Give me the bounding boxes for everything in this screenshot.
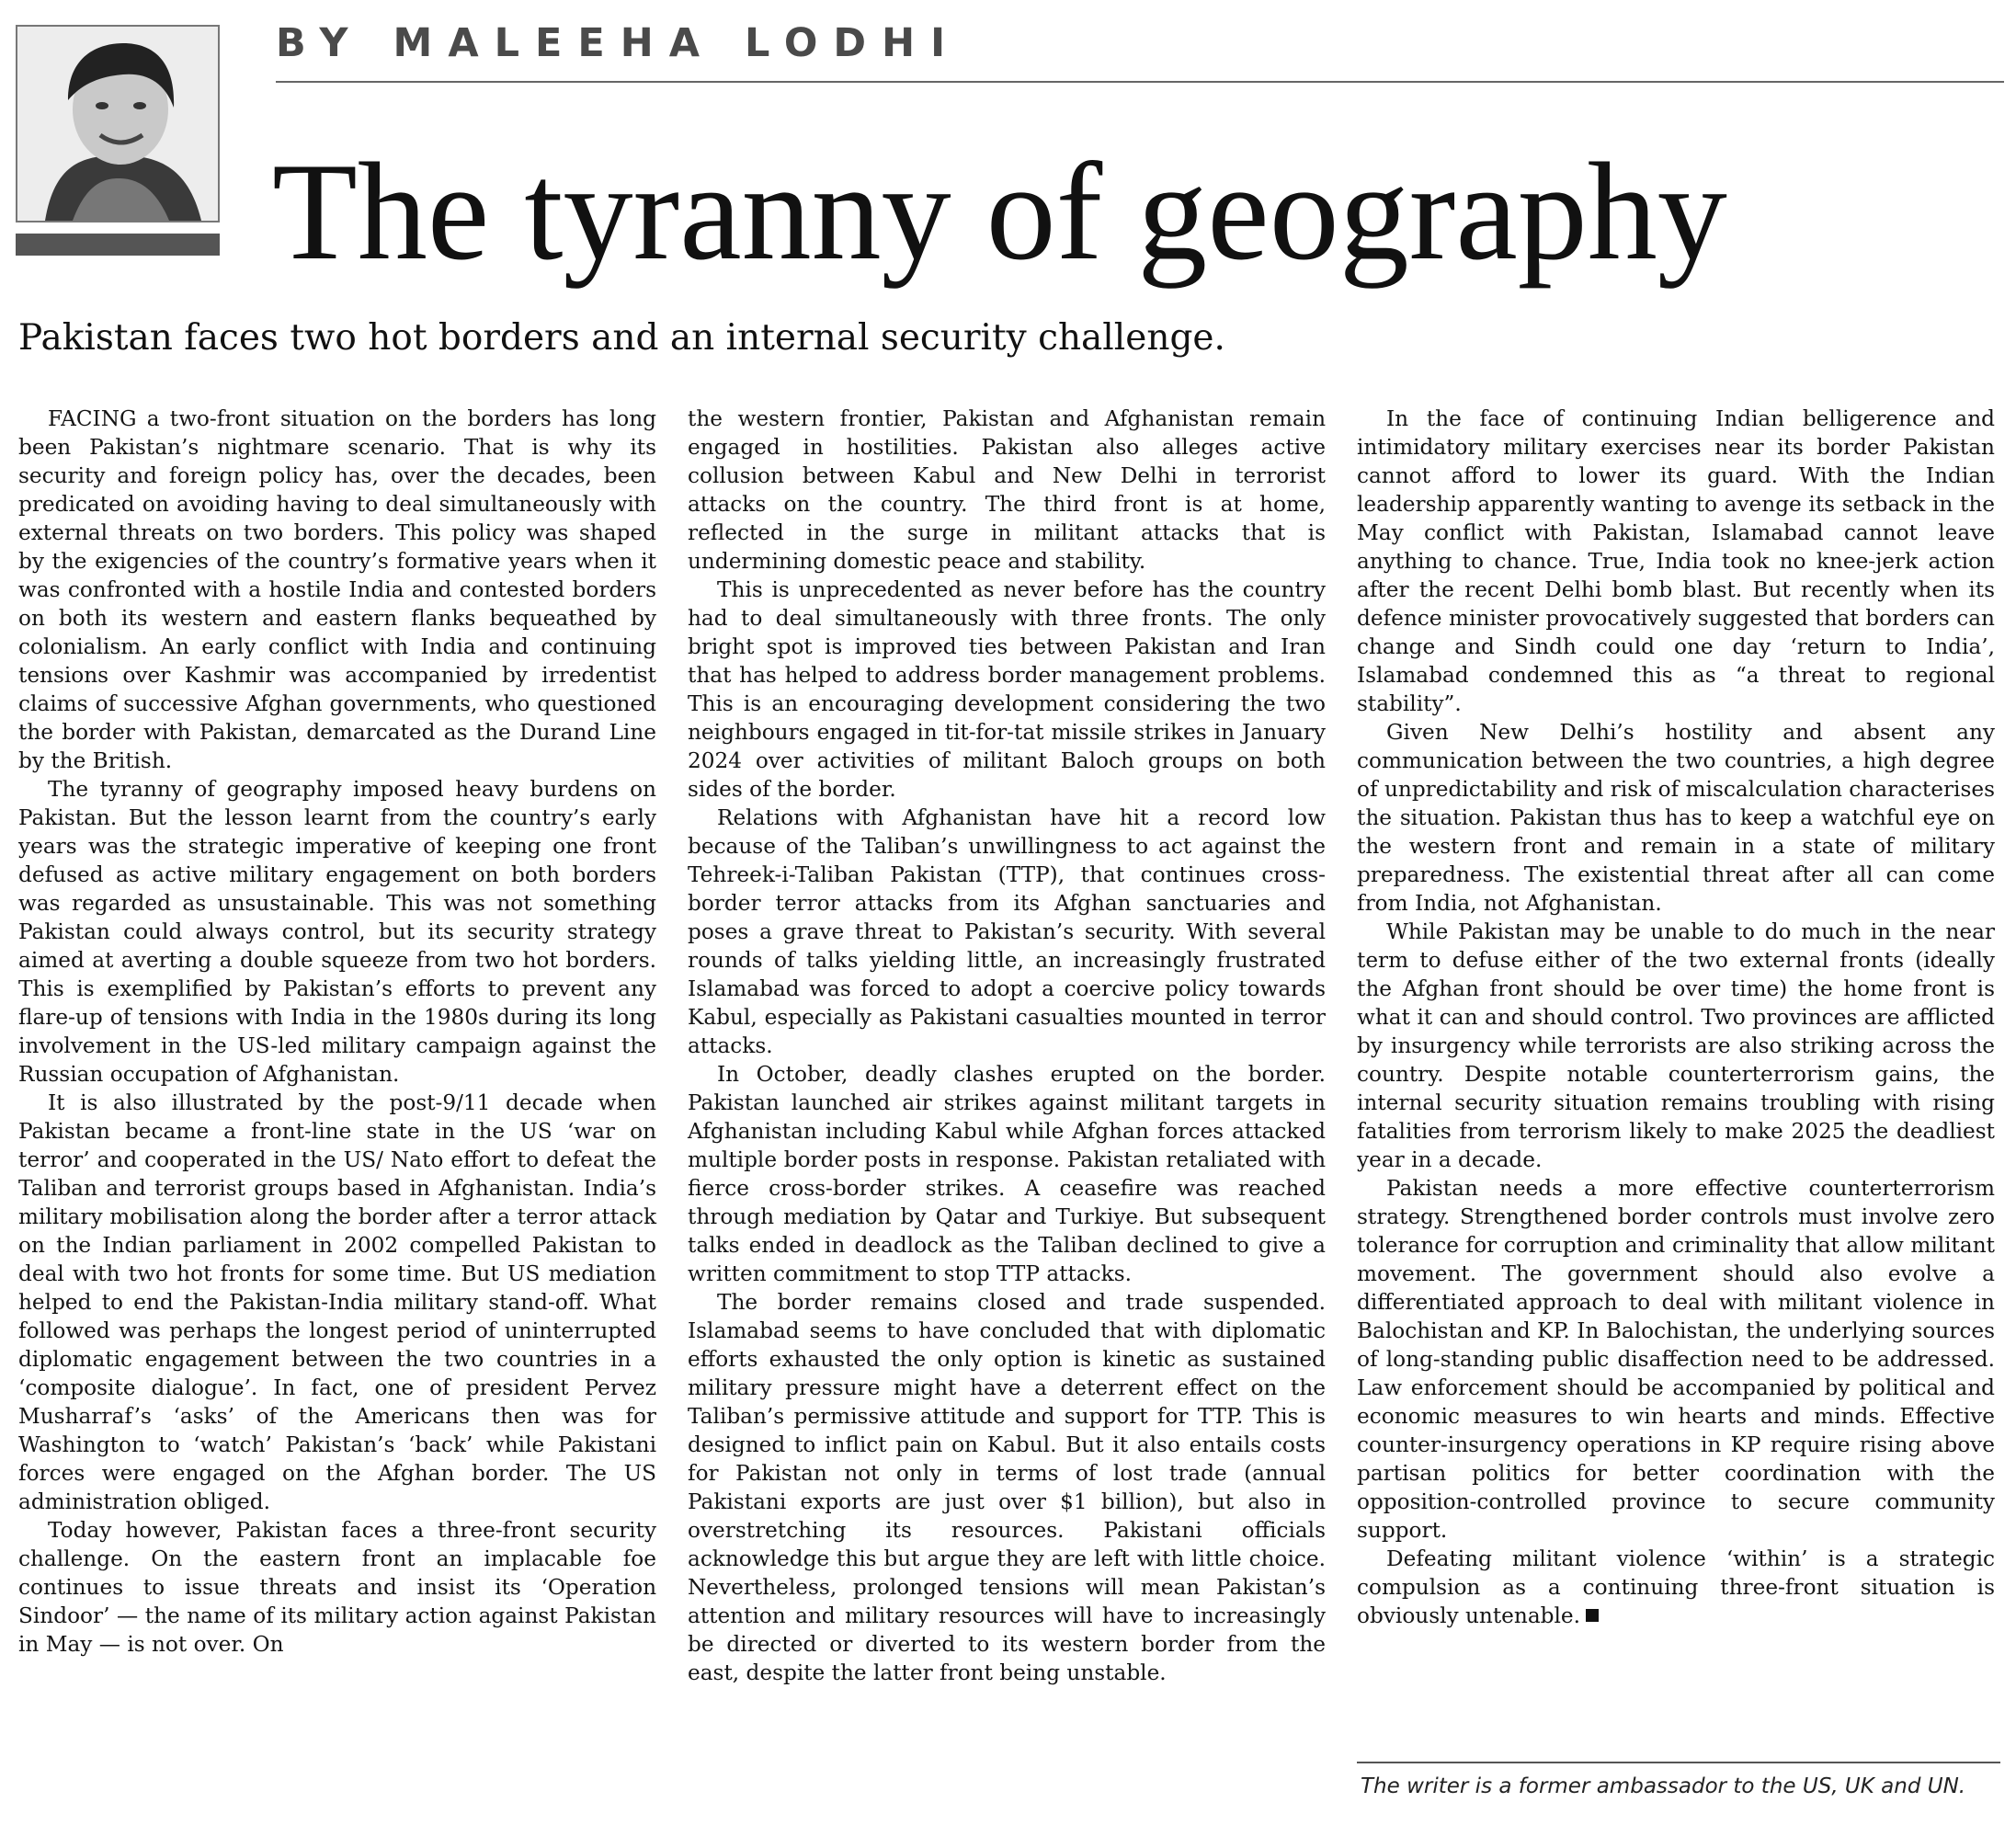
author-portrait-icon xyxy=(17,27,218,221)
paragraph: Relations with Afghanistan have hit a record low because of the Taliban’s unwillingness to act against the Tehreek-i-Taliban Pakistan (TTP), that continues cross-border terror attacks from its Afghan sanctuaries and poses a grave threat to Pakistan’s security. With several rounds of talks yielding little, an increasingly frustrated Islamabad was forced to adopt a coercive policy towards Kabul, especially as Pakistani casualties mounted in terror attacks. xyxy=(688,805,1326,1058)
paragraph: the western frontier, Pakistan and Afghanistan remain engaged in hostilities. Pakistan also alleges active collusion between Kabul and New Delhi in terrorist attacks on the country. The third front is at home, reflected in the surge in militant attacks that is undermining domestic peace and stability. xyxy=(688,406,1326,574)
paragraph: In the face of continuing Indian belligerence and intimidatory military exercises near its border Pakistan cannot afford to lower its guard. With the Indian leadership apparently wanting to avenge its setback in the May conflict with Pakistan, Islamabad cannot leave anything to chance. True, India took no knee-jerk action after the recent Delhi bomb blast. But recently when its defence minister provocatively suggested that borders can change and Sindh could one day ‘return to India’, Islamabad condemned this as “a threat to regional stability”. xyxy=(1357,406,1995,716)
paragraph: While Pakistan may be unable to do much in the near term to defuse either of the two external fronts (ideally the Afghan front should be over time) the home front is what it can and should control. Two provinces are afflicted by insurgency while terrorists are also striking across the country. Despite notable counterterrorism gains, the internal security situation remains troubling with rising fatalities from terrorism likely to make 2025 the deadliest year in a decade. xyxy=(1357,919,1995,1172)
author-photo xyxy=(16,25,220,222)
article-column-3 xyxy=(1357,405,1995,1630)
footnote-divider xyxy=(1357,1762,2000,1763)
headline: The tyranny of geography xyxy=(272,134,1727,289)
paragraph: In October, deadly clashes erupted on the border. Pakistan launched air strikes against militant targets in Afghanistan including Kabul while Afghan forces attacked multiple border posts in response. Pakistan retaliated with fierce cross-border strikes. A ceasefire was reached through mediation by Qatar and Turkiye. But subsequent talks ended in deadlock as the Taliban declined to give a written commitment to stop TTP attacks. xyxy=(688,1062,1326,1286)
paragraph: FACING a two-front situation on the borders has long been Pakistan’s nightmare scenario. That is why its security and foreign policy has, over the decades, been predicated on avoiding having to deal simultaneously with external threats on two borders. This policy was shaped by the exigencies of the country’s formative years when it was confronted with a hostile India and contested borders on both its western and eastern flanks bequeathed by colonialism. An early conflict with India and continuing tensions over Kashmir was accompanied by irredentist claims of successive Afghan governments, who questioned the border with Pakistan, demarcated as the Durand Line by the British. xyxy=(18,406,656,773)
paragraph: Today however, Pakistan faces a three-front security challenge. On the eastern front an implacable foe continues to issue threats and insist its ‘Operation Sindoor’ — the name of its military action against Pakistan in May — is not over. On xyxy=(18,1518,656,1657)
article-column-1 xyxy=(18,405,656,1659)
photo-accent-bar xyxy=(16,234,220,256)
article-column-2 xyxy=(688,405,1326,1687)
end-mark-icon xyxy=(1586,1609,1599,1622)
author-footnote: The writer is a former ambassador to the US, UK and UN. xyxy=(1361,1774,1966,1798)
paragraph: The tyranny of geography imposed heavy burdens on Pakistan. But the lesson learnt from the country’s early years was the strategic imperative of keeping one front defused as active military engagement on both borders was regarded as unsustainable. This was not something Pakistan could always control, but its security strategy aimed at averting a double squeeze from two hot borders. This is exemplified by Pakistan’s efforts to prevent any flare-up of tensions with India in the 1980s during its long involvement in the US-led military campaign against the Russian occupation of Afghanistan. xyxy=(18,777,656,1087)
subheadline: Pakistan faces two hot borders and an internal security challenge. xyxy=(18,317,1225,359)
paragraph-text: Defeating militant violence ‘within’ is a strategic compulsion as a continuing three-front situation is obviously untenable. xyxy=(1357,1546,1995,1628)
paragraph: This is unprecedented as never before has the country had to deal simultaneously with three fronts. The only bright spot is improved ties between Pakistan and Iran that has helped to address border management problems. This is an encouraging development considering the two neighbours engaged in tit-for-tat missile strikes in January 2024 over activities of militant Baloch groups on both sides of the border. xyxy=(688,577,1326,802)
paragraph: Given New Delhi’s hostility and absent any communication between the two countries, a high degree of unpredictability and risk of miscalculation characterises the situation. Pakistan thus has to keep a watchful eye on the western front and remain in a state of military preparedness. The existential threat after all can come from India, not Afghanistan. xyxy=(1357,720,1995,916)
paragraph: The border remains closed and trade suspended. Islamabad seems to have concluded that with diplomatic efforts exhausted the only option is kinetic as sustained military pressure might have a deterrent effect on the Taliban’s permissive attitude and support for TTP. This is designed to inflict pain on Kabul. But it also entails costs for Pakistan not only in terms of lost trade (annual Pakistani exports are just over $1 billion), but also in overstretching its resources. Pakistani officials acknowledge this but argue they are left with little choice. Nevertheless, prolonged tensions will mean Pakistan’s attention and military resources will have to increasingly be directed or diverted to its western border from the east, despite the latter front being unstable. xyxy=(688,1290,1326,1685)
paragraph: It is also illustrated by the post-9/11 decade when Pakistan became a front-line state in the US ‘war on terror’ and cooperated in the US/ Nato effort to defeat the Taliban and terrorist groups based in Afghanistan. India’s military mobilisation along the border after a terror attack on the Indian parliament in 2002 compelled Pakistan to deal with two hot fronts for some time. But US mediation helped to end the Pakistan-India military stand-off. What followed was perhaps the longest period of uninterrupted diplomatic engagement between the two countries in a ‘composite dialogue’. In fact, one of president Pervez Musharraf’s ‘asks’ of the Americans then was for Washington to ‘watch’ Pakistan’s ‘back’ while Pakistani forces were engaged on the Afghan border. The US administration obliged. xyxy=(18,1090,656,1514)
byline: BY MALEEHA LODHI xyxy=(276,20,962,66)
byline-divider xyxy=(276,81,2004,83)
final-paragraph xyxy=(1357,1545,1995,1630)
paragraph: Pakistan needs a more effective counterterrorism strategy. Strengthened border controls must involve zero tolerance for corruption and criminality that allow militant movement. The government should also evolve a differentiated approach to deal with militant violence in Balochistan and KP. In Balochistan, the underlying sources of long-standing public disaffection need to be addressed. Law enforcement should be accompanied by political and economic measures to win hearts and minds. Effective counter-insurgency operations in KP require rising above partisan politics for better coordination with the opposition-controlled province to secure community support. xyxy=(1357,1176,1995,1543)
